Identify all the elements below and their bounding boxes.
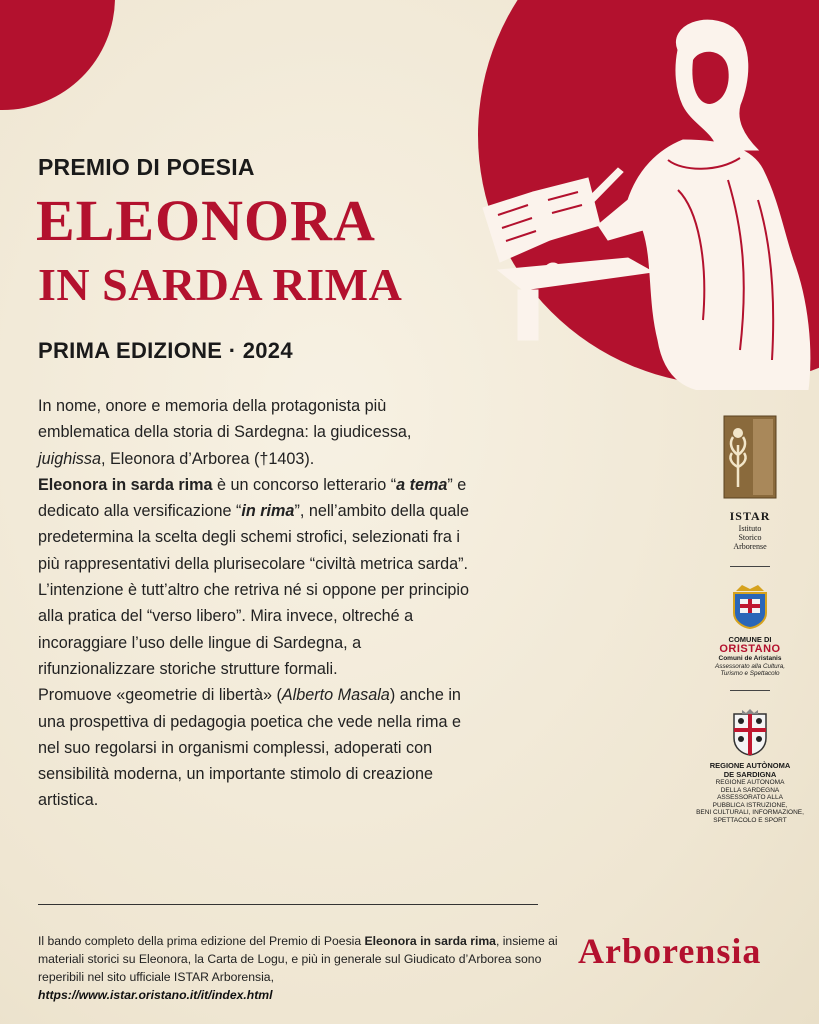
oristano-crest-icon [730,583,770,629]
eleonora-portrait-illustration [478,0,819,390]
paragraph-intention: L’intenzione è tutt’altro che retriva né si oppone per principio alla pratica del “verso libero”. Mira invece, oltreché a incoraggiare l’uso delle lingue di Sardegna, a rifunzionalizzare storiche strutture formali. [38,581,470,678]
paragraph-description: Eleonora in sarda rima è un concorso letterario “a tema” e dedicato alla versificazione “in rima”, nell’ambito della quale predetermina la scelta degli schemi strofici, selezionati fra i più rappresentativi della plurisecolare “civiltà metrica sarda”. [38,475,470,573]
edition-label: PRIMA EDIZIONE · 2024 [38,338,293,363]
istar-logo: ISTAR Istituto Storico Arborense [705,415,795,551]
istar-emblem-icon [723,415,777,499]
footer-divider [38,904,538,905]
paragraph-intro: In nome, onore e memoria della protagonista più emblematica della storia di Sardegna: la giudicessa, juighissa, Eleonora d’Arborea (†1403). [38,397,412,468]
istar-website-link[interactable]: https://www.istar.oristano.it/it/index.html [38,988,273,1002]
award-kicker: PREMIO DI POESIA [38,154,255,180]
title-in-sarda-rima: IN SARDA RIMA [38,259,403,310]
paragraph-promotion: Promuove «geometrie di libertà» (Alberto Masala) anche in una prospettiva di pedagogia poetica che vede nella rima e nel suo regolarsi in organismi complessi, adoperati con sensibilità moderna, un importante stimolo di creazione artistica. [38,686,461,810]
body-text [38,393,478,814]
comune-oristano-logo: COMUNE DI ORISTANO Comuni de Aristanis Assessorato alla Cultura, Turismo e Spettacolo [700,583,800,678]
logo-separator-1 [730,566,770,567]
title-eleonora: ELEONORA [36,188,376,253]
arborensia-brand: Arborensia [578,931,762,971]
regione-sardegna-logo: REGIONE AUTÒNOMA DE SARDIGNA REGIONE AUTONOMA DELLA SARDEGNA ASSESSORATO ALLA PUBBLICA ISTRUZIONE, BENI CULTURALI, INFORMAZIONE, SPETTACOLO E SPORT [680,708,819,825]
footer-text: Il bando completo della prima edizione del Premio di Poesia Eleonora in sarda rima, insieme ai materiali storici su Eleonora, la Carta de Logu, e più in generale sul Giudicato d’Arborea sono reperibili nel sito ufficiale ISTAR Arborensia, https://www.istar.oristano.it/it/index.html [38,934,558,1002]
logo-separator-2 [730,690,770,691]
sardegna-four-moors-icon [730,708,770,756]
